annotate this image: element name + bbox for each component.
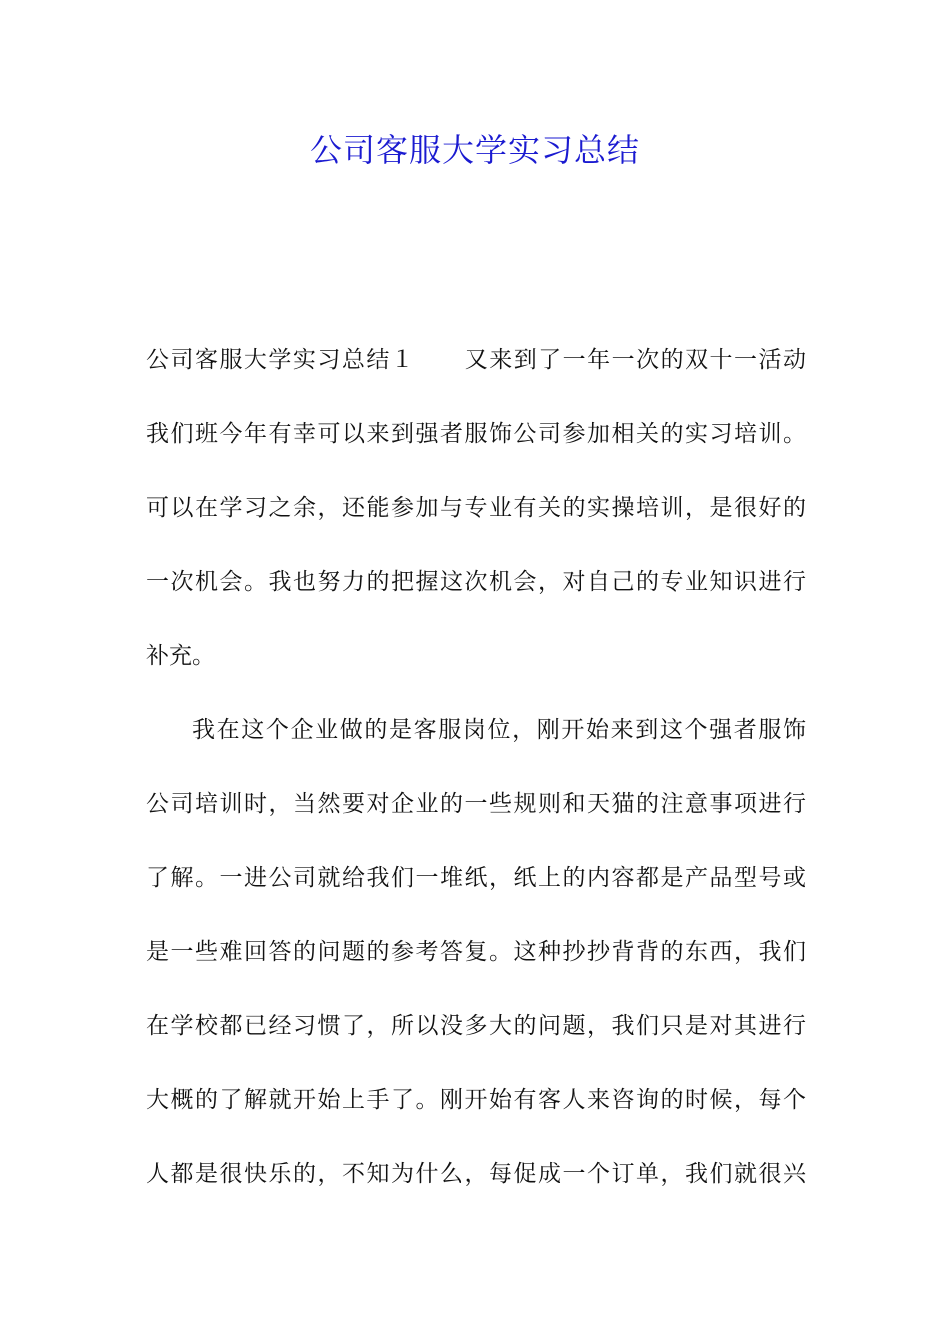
text-line: 可以在学习之余，还能参加与专业有关的实操培训，是很好的 — [146, 495, 806, 521]
document-body — [146, 340, 806, 1228]
text-line: 大概的了解就开始上手了。刚开始有客人来咨询的时候，每个 — [146, 1087, 806, 1113]
text-line: 了解。一进公司就给我们一堆纸，纸上的内容都是产品型号或 — [146, 865, 806, 891]
text-line: 是一些难回答的问题的参考答复。这种抄抄背背的东西，我们 — [146, 939, 806, 965]
text-line: 人都是很快乐的，不知为什么，每促成一个订单，我们就很兴 — [146, 1161, 806, 1187]
text-segment: 又来到了一年一次的双十一活动 — [463, 347, 806, 373]
text-line: 补充。 — [146, 643, 215, 669]
text-line: 一次机会。我也努力的把握这次机会，对自己的专业知识进行 — [146, 569, 806, 595]
page-title: 公司客服大学实习总结 — [309, 131, 640, 169]
text-line: 我们班今年有幸可以来到强者服饰公司参加相关的实习培训。 — [146, 421, 806, 447]
text-line: 公司培训时，当然要对企业的一些规则和天猫的注意事项进行 — [146, 791, 806, 817]
text-line: 在学校都已经习惯了，所以没多大的问题，我们只是对其进行 — [146, 1013, 806, 1039]
section-heading: 公司客服大学实习总结１ — [146, 347, 416, 373]
text-line: 我在这个企业做的是客服岗位，刚开始来到这个强者服饰 — [192, 717, 806, 743]
text-line — [146, 340, 806, 414]
